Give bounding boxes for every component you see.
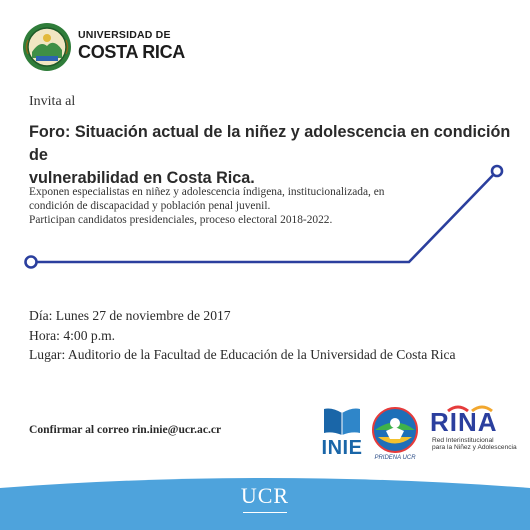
inie-logo <box>316 405 368 465</box>
rina-caption-line2: para la Niñez y Adolescencia <box>432 444 517 452</box>
rina-wordmark-icon <box>428 405 523 435</box>
ucr-wordmark: UCR <box>240 483 290 508</box>
university-name-line2: COSTA RICA <box>78 41 185 62</box>
forum-title <box>29 121 519 190</box>
pridena-logo <box>370 405 420 465</box>
rina-caption <box>432 437 524 452</box>
university-name <box>78 30 185 61</box>
forum-description <box>29 185 449 228</box>
svg-text:RINA: RINA <box>430 407 498 435</box>
invitation-label: Invita al <box>29 94 76 109</box>
description-line3: Participan candidatos presidenciales, proceso electoral 2018-2022. <box>29 214 333 227</box>
event-time: Hora: 4:00 p.m. <box>29 327 116 343</box>
description-line2: condición de discapacidad y población penal juvenil. <box>29 200 271 213</box>
book-icon <box>316 405 368 437</box>
description-line1: Exponen especialistas en niñez y adolescencia índigena, institucionalizada, en <box>29 186 385 198</box>
rina-caption-line1: Red Interinstitucional <box>432 437 494 444</box>
pridena-label: PRIDENA UCR <box>374 455 416 461</box>
event-place: Lugar: Auditorio de la Facultad de Educación de la Universidad de Costa Rica <box>29 347 456 362</box>
ucr-underline <box>243 512 287 513</box>
event-date: Día: Lunes 27 de noviembre de 2017 <box>29 308 231 323</box>
university-name-line1: UNIVERSIDAD DE <box>78 29 171 41</box>
university-seal-icon <box>22 22 72 72</box>
inie-label: INIE <box>321 437 363 459</box>
rsvp-email[interactable]: Confirmar al correo rin.inie@ucr.ac.cr <box>29 423 222 436</box>
forum-title-line1: Foro: Situación actual de la niñez y adolescencia en condición de <box>29 123 511 164</box>
event-details <box>29 306 456 365</box>
globe-children-icon <box>370 405 420 455</box>
forum-title-line2: vulnerabilidad en Costa Rica. <box>29 169 255 187</box>
rina-logo <box>428 405 523 465</box>
